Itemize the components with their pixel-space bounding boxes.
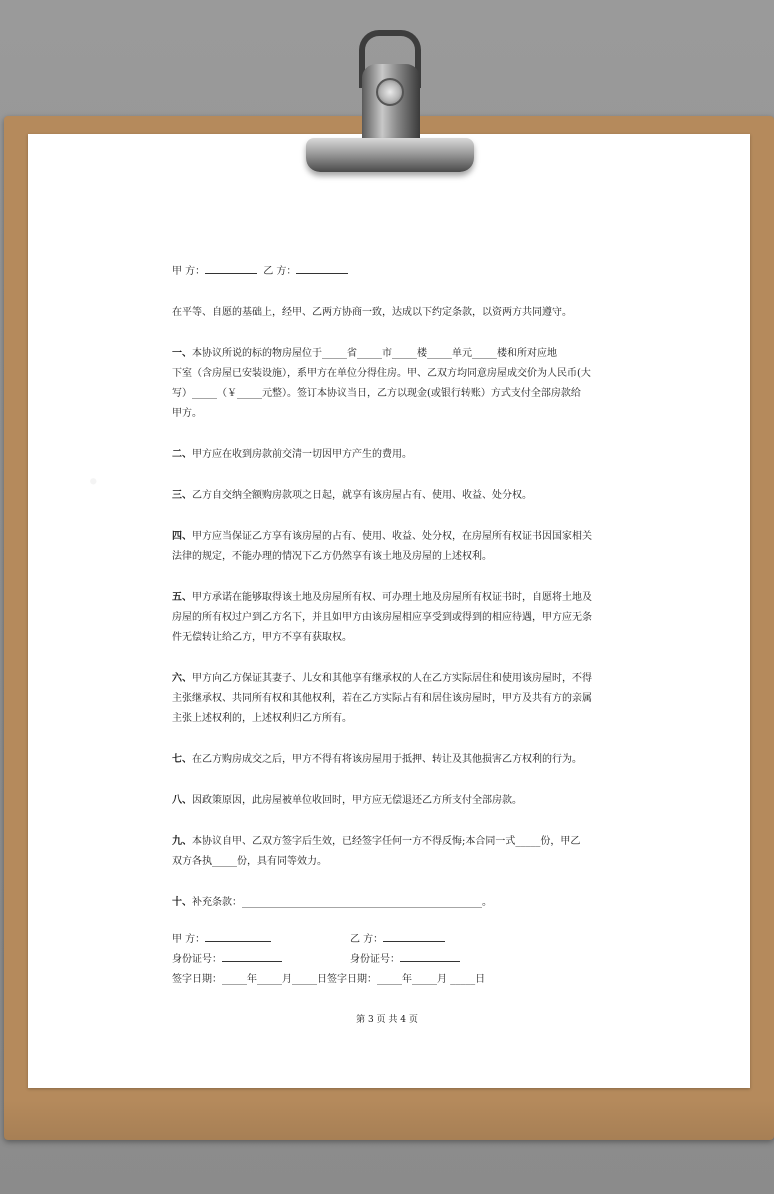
clause-2: 二、甲方应在收到房款前交清一切因甲方产生的费用。	[172, 449, 412, 460]
clause-10: 十、补充条款：________________________________________________。	[172, 897, 492, 908]
clause-1: 一、本协议所说的标的物房屋位于_____省_____市_____楼_____单元_____楼和所对应地 下室（含房屋已安装设施），系甲方在单位分得住房。甲、乙双方均同意房屋成交价为人民币(大 写）_____（￥_____元整）。签订本协议当日，乙方以现金(或银行转账）方式支付全部房款给 甲方。	[172, 348, 591, 419]
agreement-body	[172, 262, 602, 990]
signature-row-names: 甲 方： 乙 方：	[172, 930, 602, 950]
clause-5: 五、甲方承诺在能够取得该土地及房屋所有权、可办理土地及房屋所有权证书时，自愿将土地及 房屋的所有权过户到乙方名下，并且如甲方由该房屋相应享受到或得到的相应待遇，甲方应无条 件无偿转让给乙方，甲方不享有获取权。	[172, 592, 592, 643]
clause-4: 四、甲方应当保证乙方享有该房屋的占有、使用、收益、处分权，在房屋所有权证书因国家相关 法律的规定，不能办理的情况下乙方仍然享有该土地及房屋的上述权利。	[172, 531, 592, 562]
clause-6: 六、甲方向乙方保证其妻子、儿女和其他享有继承权的人在乙方实际居住和使用该房屋时，不得 主张继承权、共同所有权和其他权利，若在乙方实际占有和居住该房屋时，甲方及共有方的亲属 主张上述权利的，上述权利归乙方所有。	[172, 673, 592, 724]
signature-row-dates: 签字日期：_____年_____月_____日签字日期：_____年_____月 _____日	[172, 974, 486, 985]
clause-9: 九、本协议自甲、乙双方签字后生效，已经签字任何一方不得反悔;本合同一式_____份，甲乙 双方各执_____份，具有同等效力。	[172, 836, 581, 867]
signature-row-ids: 身份证号： 身份证号：	[172, 950, 602, 970]
intro-paragraph: 在平等、自愿的基础上，经甲、乙两方协商一致，达成以下约定条款，以资两方共同遵守。	[172, 307, 572, 318]
parties-line: 甲 方： 乙 方：	[172, 262, 602, 282]
binder-clip-icon	[300, 26, 480, 178]
clause-3: 三、乙方自交纳全额购房款项之日起，就享有该房屋占有、使用、收益、处分权。	[172, 490, 532, 501]
clause-7: 七、在乙方购房成交之后，甲方不得有将该房屋用于抵押、转让及其他损害乙方权利的行为。	[172, 754, 582, 765]
page-number: 第 3 页 共 4 页	[356, 1015, 418, 1025]
clause-8: 八、因政策原因，此房屋被单位收回时，甲方应无偿退还乙方所支付全部房款。	[172, 795, 522, 806]
